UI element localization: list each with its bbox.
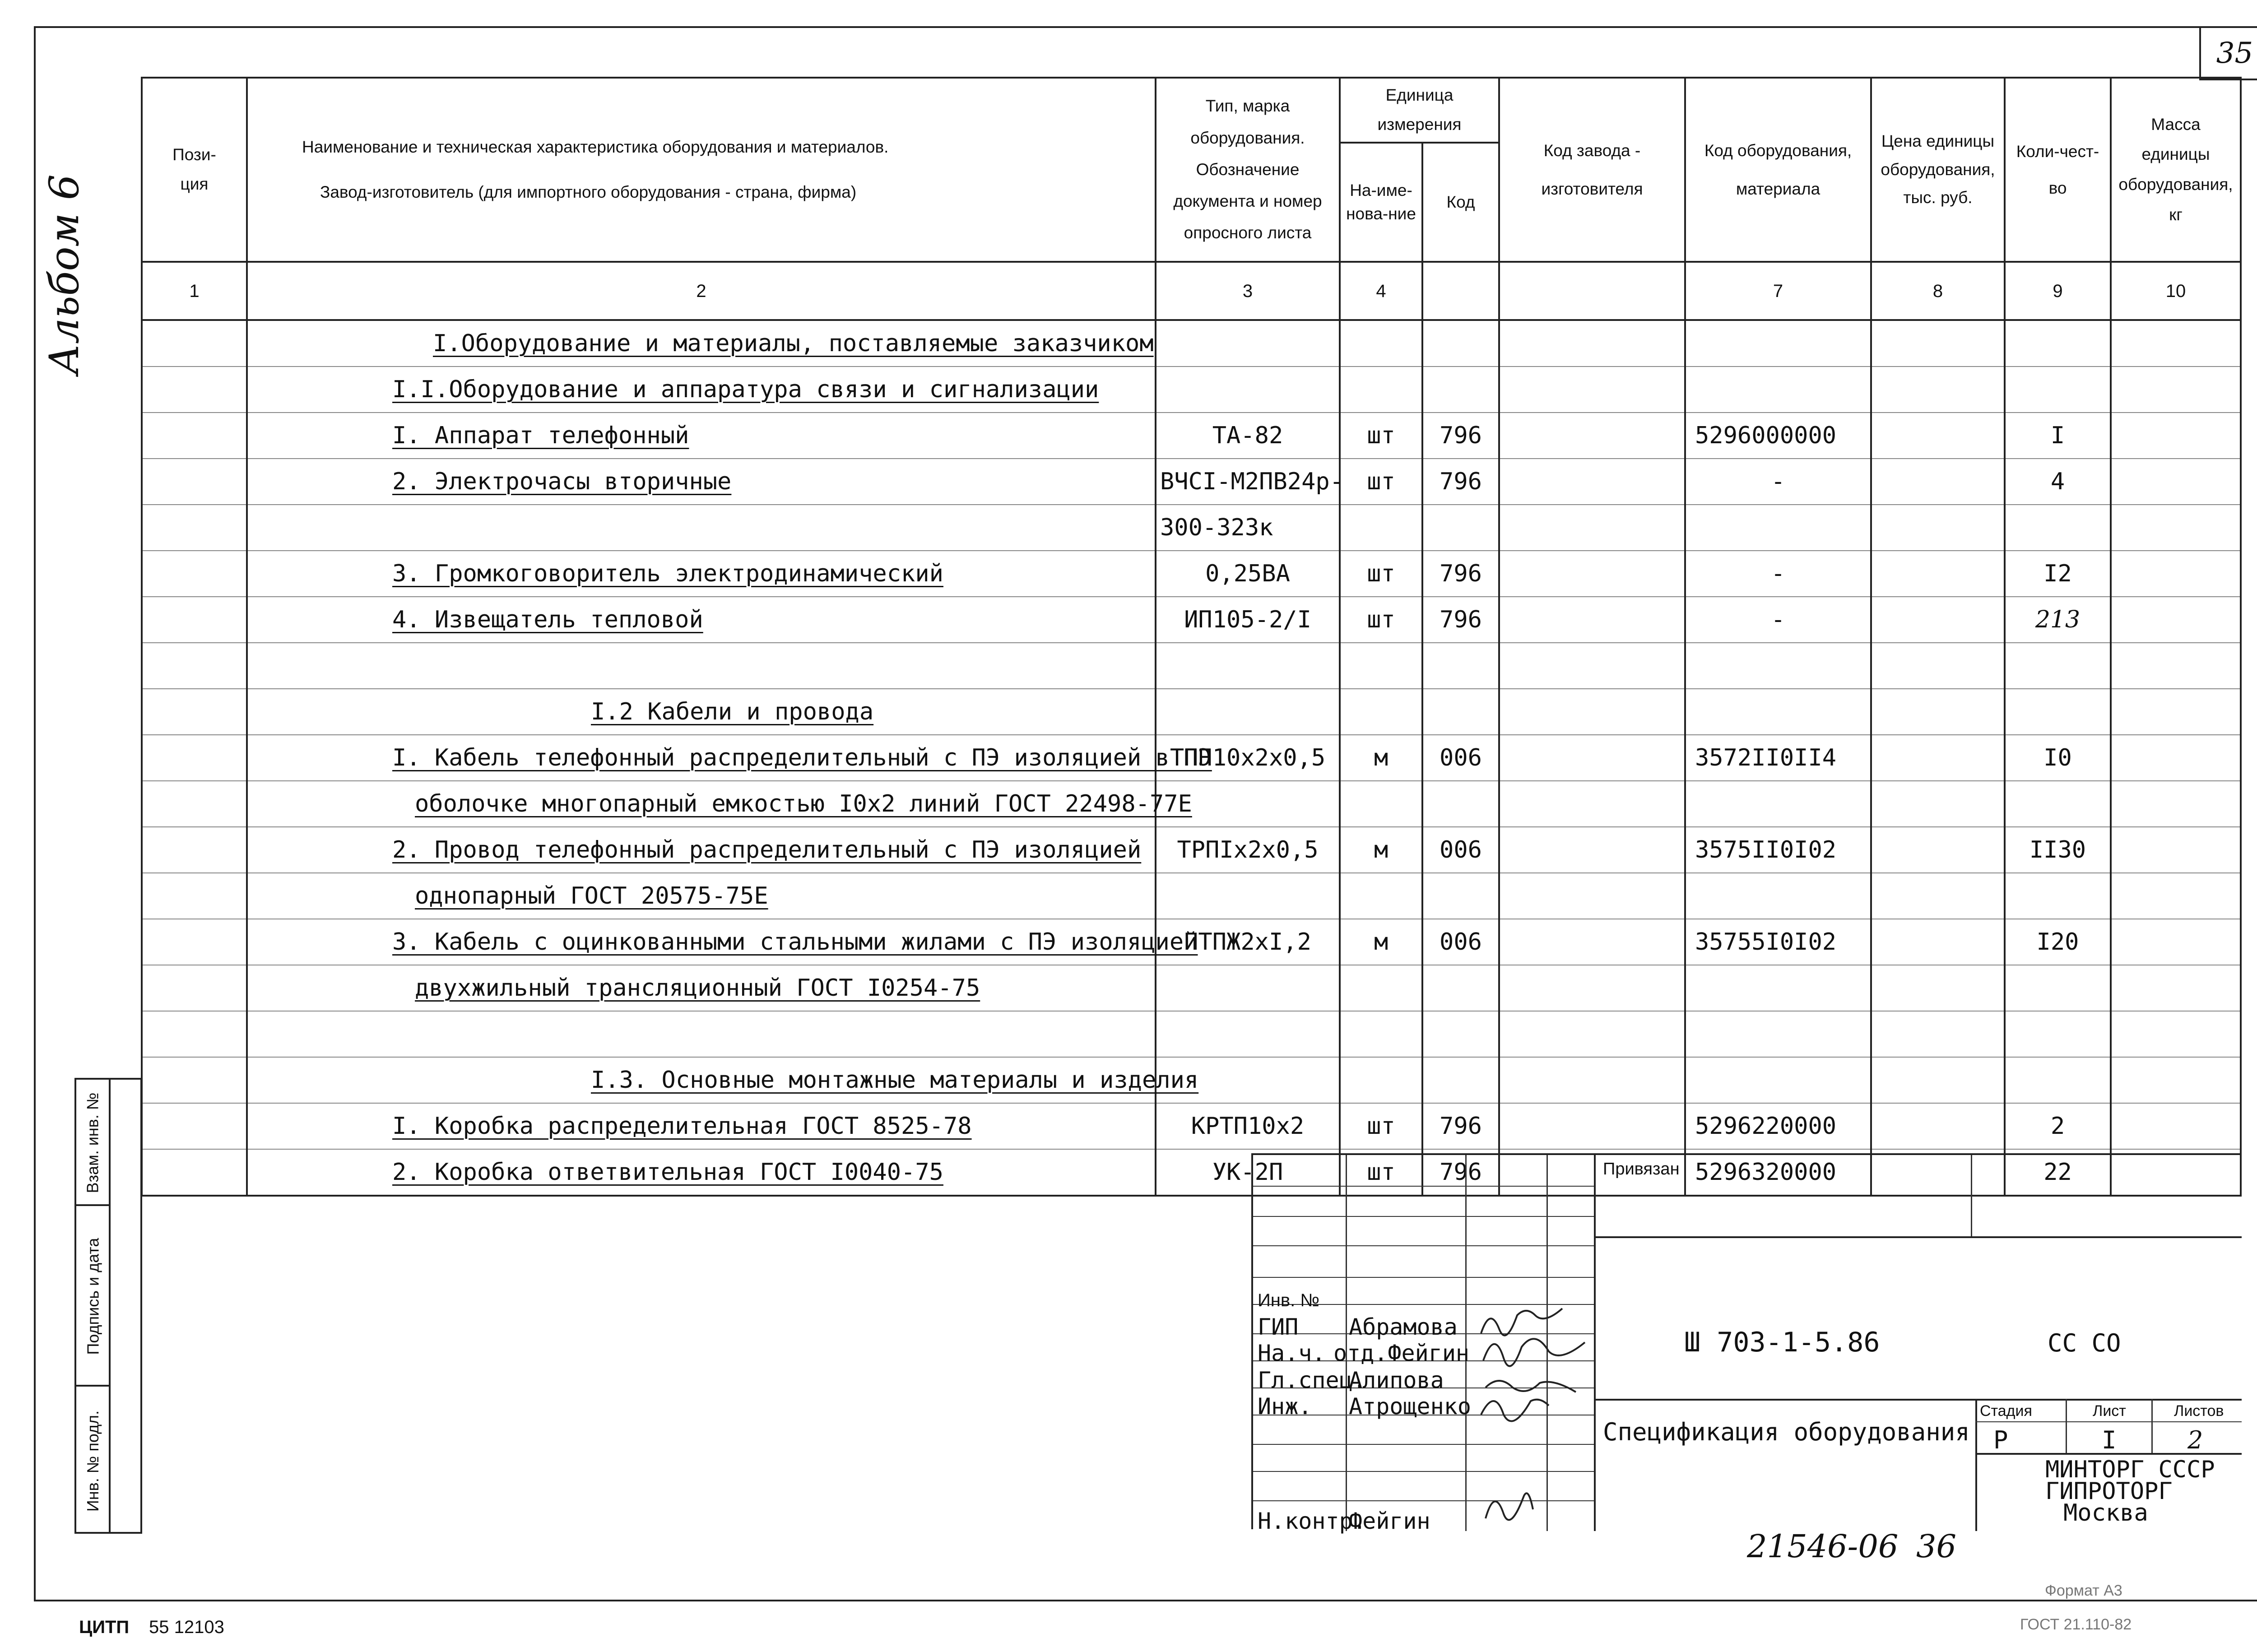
header-name [247, 78, 1156, 262]
cell-unit [1340, 781, 1422, 827]
staff-name: Фейгин [1349, 1508, 1430, 1534]
item-name: I. Кабель телефонный распределительный с ПЭ изоляцией в ПЭ [392, 744, 1212, 771]
cell-position [142, 827, 247, 873]
org-institute: ГИПРОТОРГ [2045, 1478, 2173, 1505]
cell-name [247, 367, 1156, 413]
cell-type [1156, 643, 1340, 689]
cell-type: ТПП10х2х0,5 [1156, 735, 1340, 781]
cell-price [1871, 413, 2005, 459]
cell-factory-code [1499, 1011, 1685, 1057]
album-note: Альбом 6 [41, 174, 88, 375]
cell-mass [2111, 1057, 2241, 1103]
col-num [1499, 262, 1685, 320]
document-mark: СС СО [2048, 1329, 2121, 1357]
cell-unit-code [1422, 643, 1499, 689]
item-name: 2. Электрочасы вторичные [392, 468, 732, 495]
sheet-number: 35 [2199, 26, 2257, 80]
cell-position [142, 1103, 247, 1149]
cell-equip-code [1685, 643, 1871, 689]
cell-unit-code [1422, 873, 1499, 919]
cell-position [142, 735, 247, 781]
cell-unit: шт [1340, 597, 1422, 643]
section-row [142, 367, 2241, 413]
cell-unit [1340, 1057, 1422, 1103]
cell-name [247, 1149, 1156, 1196]
cell-unit-code: 796 [1422, 597, 1499, 643]
cell-position [142, 965, 247, 1011]
cell-price [1871, 1011, 2005, 1057]
printer-label: ЦИТП [79, 1617, 130, 1637]
item-name: 4. Извещатель тепловой [392, 606, 703, 633]
cell-unit [1340, 873, 1422, 919]
cell-equip-code [1685, 1011, 1871, 1057]
document-title: Спецификация оборудования [1603, 1418, 1970, 1446]
cell-name [247, 1011, 1156, 1057]
cell-type: 0,25ВА [1156, 551, 1340, 597]
cell-mass [2111, 873, 2241, 919]
document-code: Ш 703-1-5.86 [1684, 1327, 1880, 1358]
blank-row [142, 643, 2241, 689]
cell-position [142, 873, 247, 919]
cell-unit [1340, 689, 1422, 735]
cell-name [247, 1103, 1156, 1149]
col-num: 9 [2005, 262, 2111, 320]
cell-unit-code: 796 [1422, 459, 1499, 505]
cell-price [1871, 505, 2005, 551]
item-name: I.2 Кабели и провода [591, 698, 874, 725]
cell-price [1871, 827, 2005, 873]
cell-position [142, 413, 247, 459]
org-city: Москва [2063, 1499, 2148, 1527]
blank-row [142, 1011, 2241, 1057]
cell-mass [2111, 320, 2241, 367]
cell-unit-code [1422, 1057, 1499, 1103]
sheets-label: Листов [2174, 1402, 2224, 1420]
cell-unit-code [1422, 689, 1499, 735]
cell-equip-code: - [1685, 551, 1871, 597]
header-unit-code: Код [1422, 143, 1499, 262]
staff-name: Атрощенко [1349, 1393, 1471, 1420]
cell-name [247, 505, 1156, 551]
cell-position [142, 1011, 247, 1057]
table-row [142, 551, 2241, 597]
cell-unit: шт [1340, 413, 1422, 459]
table-row [142, 735, 2241, 781]
cell-position [142, 459, 247, 505]
cell-quantity: II30 [2005, 827, 2111, 873]
header-unit: Единица измерения [1340, 78, 1499, 143]
cell-position [142, 367, 247, 413]
cell-type: ВЧСI-М2ПВ24р- [1156, 459, 1340, 505]
col-num [1422, 262, 1499, 320]
cell-quantity [2005, 1057, 2111, 1103]
cell-factory-code [1499, 919, 1685, 965]
cell-mass [2111, 919, 2241, 965]
cell-name [247, 320, 1156, 367]
cell-name [247, 1057, 1199, 1103]
inv-orig-label: Инв. № подл. [84, 1410, 102, 1512]
cell-position [142, 1057, 247, 1103]
cell-position [142, 320, 247, 367]
cell-equip-code: 5296320000 [1685, 1149, 1871, 1196]
cell-quantity: 22 [2005, 1149, 2111, 1196]
cell-price [1871, 735, 2005, 781]
table-row [142, 597, 2241, 643]
col-num: 10 [2111, 262, 2241, 320]
cell-position [142, 781, 247, 827]
cell-factory-code [1499, 413, 1685, 459]
cell-equip-code: 3575II0I02 [1685, 827, 1871, 873]
cell-quantity [2005, 505, 2111, 551]
col-num: 3 [1156, 262, 1340, 320]
sign-date-label: Подпись и дата [84, 1238, 102, 1355]
inv-no-label: Инв. № [1258, 1290, 1320, 1310]
org-ministry: МИНТОРГ СССР [2045, 1456, 2215, 1483]
cell-unit-code: 796 [1422, 551, 1499, 597]
printer-number: 55 12103 [149, 1617, 224, 1637]
cell-factory-code [1499, 597, 1685, 643]
header-unit-name: На-име-нова-ние [1340, 143, 1422, 262]
cell-equip-code [1685, 320, 1871, 367]
attached-label: Привязан [1603, 1160, 1680, 1179]
cell-name [247, 413, 1156, 459]
cell-equip-code: 35755I0I02 [1685, 919, 1871, 965]
cell-price [1871, 781, 2005, 827]
item-name: 3. Громкоговоритель электродинамический [392, 560, 943, 587]
cell-position [142, 689, 247, 735]
cell-price [1871, 1057, 2005, 1103]
cell-unit [1340, 505, 1422, 551]
cell-quantity: I0 [2005, 735, 2111, 781]
col-num: 1 [142, 262, 247, 320]
cell-factory-code [1499, 551, 1685, 597]
cell-equip-code: 5296000000 [1685, 413, 1871, 459]
cell-type [1156, 965, 1340, 1011]
cell-mass [2111, 413, 2241, 459]
section-row [142, 689, 2241, 735]
cell-unit [1340, 1011, 1422, 1057]
cell-equip-code: - [1685, 597, 1871, 643]
cell-mass [2111, 597, 2241, 643]
staff-name: Абрамова [1349, 1314, 1458, 1340]
cell-mass [2111, 459, 2241, 505]
cell-name [247, 689, 1156, 735]
cell-mass [2111, 827, 2241, 873]
table-row [142, 459, 2241, 505]
cell-unit-code: 796 [1422, 413, 1499, 459]
cell-unit-code [1422, 367, 1499, 413]
continuation-row [142, 873, 2241, 919]
item-name: I. Аппарат телефонный [392, 422, 689, 449]
col-num: 2 [247, 262, 1156, 320]
table-row [142, 1103, 2241, 1149]
cell-unit [1340, 320, 1422, 367]
staff-name: Алипова [1349, 1367, 1444, 1393]
cell-mass [2111, 781, 2241, 827]
cell-type [1156, 367, 1340, 413]
cell-name [247, 781, 1192, 827]
cell-price [1871, 873, 2005, 919]
cell-factory-code [1499, 781, 1685, 827]
cell-position [142, 1149, 247, 1196]
header-price: Цена единицы оборудования, тыс. руб. [1871, 78, 2005, 262]
cell-quantity [2005, 781, 2111, 827]
item-name: оболочке многопарный емкостью I0х2 линий ГОСТ 22498-77Е [415, 790, 1192, 817]
cell-price [1871, 551, 2005, 597]
cell-unit [1340, 643, 1422, 689]
cell-mass [2111, 689, 2241, 735]
cell-quantity: I [2005, 413, 2111, 459]
cell-quantity [2005, 689, 2111, 735]
cell-unit-code: 796 [1422, 1103, 1499, 1149]
header-equip-code: Код оборудования, материала [1685, 78, 1871, 262]
cell-position [142, 919, 247, 965]
cell-price [1871, 597, 2005, 643]
cell-type: КРТП10х2 [1156, 1103, 1340, 1149]
stage-value: Р [1993, 1426, 2008, 1454]
cell-factory-code [1499, 643, 1685, 689]
signatures [1477, 1306, 1612, 1532]
cell-quantity [2005, 320, 2111, 367]
cell-price [1871, 459, 2005, 505]
col-num: 4 [1340, 262, 1422, 320]
table-row [142, 919, 2241, 965]
cell-quantity [2005, 1011, 2111, 1057]
cell-unit-code [1422, 1011, 1499, 1057]
cell-equip-code: 3572II0II4 [1685, 735, 1871, 781]
title-block [1251, 1153, 2240, 1534]
cell-quantity [2005, 643, 2111, 689]
cell-quantity: 2 [2005, 1103, 2111, 1149]
cell-unit-code: 006 [1422, 735, 1499, 781]
cell-unit-code [1422, 781, 1499, 827]
cell-name [247, 643, 1156, 689]
cell-equip-code [1685, 781, 1871, 827]
cell-name [247, 919, 1198, 965]
cell-type: ТА-82 [1156, 413, 1340, 459]
header-type: Тип, марка оборудования. Обозначение документа и номер опросного листа [1156, 78, 1340, 262]
staff-role: На.ч. [1258, 1340, 1326, 1366]
col-num: 7 [1685, 262, 1871, 320]
cell-position [142, 597, 247, 643]
cell-unit: шт [1340, 1103, 1422, 1149]
cell-type [1156, 1011, 1340, 1057]
item-name: однопарный ГОСТ 20575-75Е [415, 882, 768, 910]
cell-factory-code [1499, 965, 1685, 1011]
cell-equip-code [1685, 1057, 1871, 1103]
cell-price [1871, 689, 2005, 735]
cell-factory-code [1499, 1103, 1685, 1149]
cell-unit: м [1340, 735, 1422, 781]
cell-factory-code [1499, 1057, 1685, 1103]
cell-type [1156, 689, 1340, 735]
cell-unit: шт [1340, 551, 1422, 597]
cell-mass [2111, 643, 2241, 689]
item-name: I. Коробка распределительная ГОСТ 8525-78 [392, 1113, 972, 1140]
cell-quantity: I2 [2005, 551, 2111, 597]
replace-inv-label: Взам. инв. № [84, 1092, 102, 1193]
item-name: I.I.Оборудование и аппаратура связи и сигнализации [392, 376, 1099, 403]
cell-position [142, 505, 247, 551]
cell-quantity: I20 [2005, 919, 2111, 965]
cell-equip-code [1685, 873, 1871, 919]
format-label: Формат А3 [2045, 1582, 2122, 1599]
cell-type [1156, 320, 1340, 367]
cell-unit-code: 006 [1422, 919, 1499, 965]
item-name: 2. Провод телефонный распределительный с ПЭ изоляцией [392, 836, 1142, 863]
cell-quantity: 4 [2005, 459, 2111, 505]
sheet-label: Лист [2093, 1402, 2126, 1420]
staff-role: ГИП [1258, 1314, 1299, 1340]
col-num: 8 [1871, 262, 2005, 320]
cell-mass [2111, 735, 2241, 781]
item-name: 2. Коробка ответвительная ГОСТ I0040-75 [392, 1159, 943, 1186]
cell-unit: шт [1340, 1149, 1422, 1196]
cell-type: ТРПIх2х0,5 [1156, 827, 1340, 873]
cell-price [1871, 320, 2005, 367]
cell-price [1871, 919, 2005, 965]
specification-body [142, 320, 2241, 1196]
continuation-row [142, 781, 2241, 827]
cell-type: ПТПЖ2хI,2 [1156, 919, 1340, 965]
cell-factory-code [1499, 459, 1685, 505]
cell-unit-code: 006 [1422, 827, 1499, 873]
sheets-value: 2 [2187, 1426, 2203, 1454]
cell-equip-code [1685, 689, 1871, 735]
cell-price [1871, 643, 2005, 689]
section-row [142, 320, 2241, 367]
page-handwritten: 36 [1916, 1528, 1957, 1565]
cell-equip-code: 5296220000 [1685, 1103, 1871, 1149]
cell-name [247, 551, 1156, 597]
cell-type: УК-2П [1156, 1149, 1340, 1196]
cell-unit-code [1422, 320, 1499, 367]
continuation-row [142, 505, 2241, 551]
column-number-row [142, 262, 2241, 320]
cell-quantity [2005, 965, 2111, 1011]
table-row [142, 413, 2241, 459]
cell-quantity [2005, 367, 2111, 413]
header-mass: Масса единицы оборудования, кг [2111, 78, 2241, 262]
cell-quantity [2005, 873, 2111, 919]
cell-name [247, 735, 1212, 781]
cell-factory-code [1499, 873, 1685, 919]
header-factory-code: Код завода - изготовителя [1499, 78, 1685, 262]
cell-price [1871, 367, 2005, 413]
cell-unit-code [1422, 505, 1499, 551]
cell-factory-code [1499, 735, 1685, 781]
cell-type [1156, 873, 1340, 919]
cell-factory-code [1499, 367, 1685, 413]
cell-unit-code [1422, 965, 1499, 1011]
gost-label: ГОСТ 21.110-82 [2020, 1616, 2132, 1633]
cell-unit [1340, 367, 1422, 413]
cell-name [247, 459, 1156, 505]
cell-price [1871, 965, 2005, 1011]
stage-label: Стадия [1980, 1402, 2032, 1420]
cell-type: 300-323к [1156, 505, 1340, 551]
sheet-value: I [2102, 1426, 2117, 1454]
cell-type: ИП105-2/I [1156, 597, 1340, 643]
table-row [142, 827, 2241, 873]
cell-equip-code: - [1685, 459, 1871, 505]
header-position: Пози- ция [142, 78, 247, 262]
side-stamp [74, 1078, 142, 1534]
cell-name [247, 873, 1156, 919]
cell-unit: м [1340, 919, 1422, 965]
cell-factory-code [1499, 689, 1685, 735]
header-quantity: Коли-чест-во [2005, 78, 2111, 262]
cell-position [142, 551, 247, 597]
staff-name: отд.Фейгин [1333, 1340, 1470, 1366]
item-name: I.3. Основные монтажные материалы и изделия [591, 1067, 1199, 1094]
cell-quantity: 213 [2005, 597, 2111, 643]
cell-mass [2111, 551, 2241, 597]
cell-mass [2111, 965, 2241, 1011]
staff-role: Инж. [1258, 1393, 1312, 1420]
cell-price [1871, 1103, 2005, 1149]
cell-unit-code: 796 [1422, 1149, 1499, 1196]
cell-name [247, 965, 1156, 1011]
cell-unit: шт [1340, 459, 1422, 505]
archive-number: 21546-06 [1747, 1528, 1899, 1565]
specification-table [141, 77, 2242, 1197]
cell-mass [2111, 367, 2241, 413]
cell-unit: м [1340, 827, 1422, 873]
cell-equip-code [1685, 367, 1871, 413]
item-name: 3. Кабель с оцинкованными стальными жилами с ПЭ изоляцией [392, 928, 1198, 956]
cell-factory-code [1499, 320, 1685, 367]
staff-role: Гл.спец. [1258, 1367, 1366, 1393]
cell-mass [2111, 505, 2241, 551]
cell-factory-code [1499, 505, 1685, 551]
header-name-line-2: Завод-изготовитель (для импортного оборудования - страна, фирма) [320, 183, 857, 201]
cell-factory-code [1499, 827, 1685, 873]
header-name-line-1: Наименование и техническая характеристика оборудования и материалов. [302, 138, 889, 157]
cell-mass [2111, 1103, 2241, 1149]
cell-unit [1340, 965, 1422, 1011]
cell-name [247, 827, 1156, 873]
cell-position [142, 643, 247, 689]
cell-equip-code [1685, 505, 1871, 551]
section-row [142, 1057, 2241, 1103]
cell-mass [2111, 1011, 2241, 1057]
cell-name [247, 597, 1156, 643]
item-name: I.Оборудование и материалы, поставляемые заказчиком [433, 330, 1154, 357]
item-name: двухжильный трансляционный ГОСТ I0254-75 [415, 974, 980, 1002]
continuation-row [142, 965, 2241, 1011]
staff-role: Н.контр. [1258, 1508, 1366, 1534]
cell-equip-code [1685, 965, 1871, 1011]
